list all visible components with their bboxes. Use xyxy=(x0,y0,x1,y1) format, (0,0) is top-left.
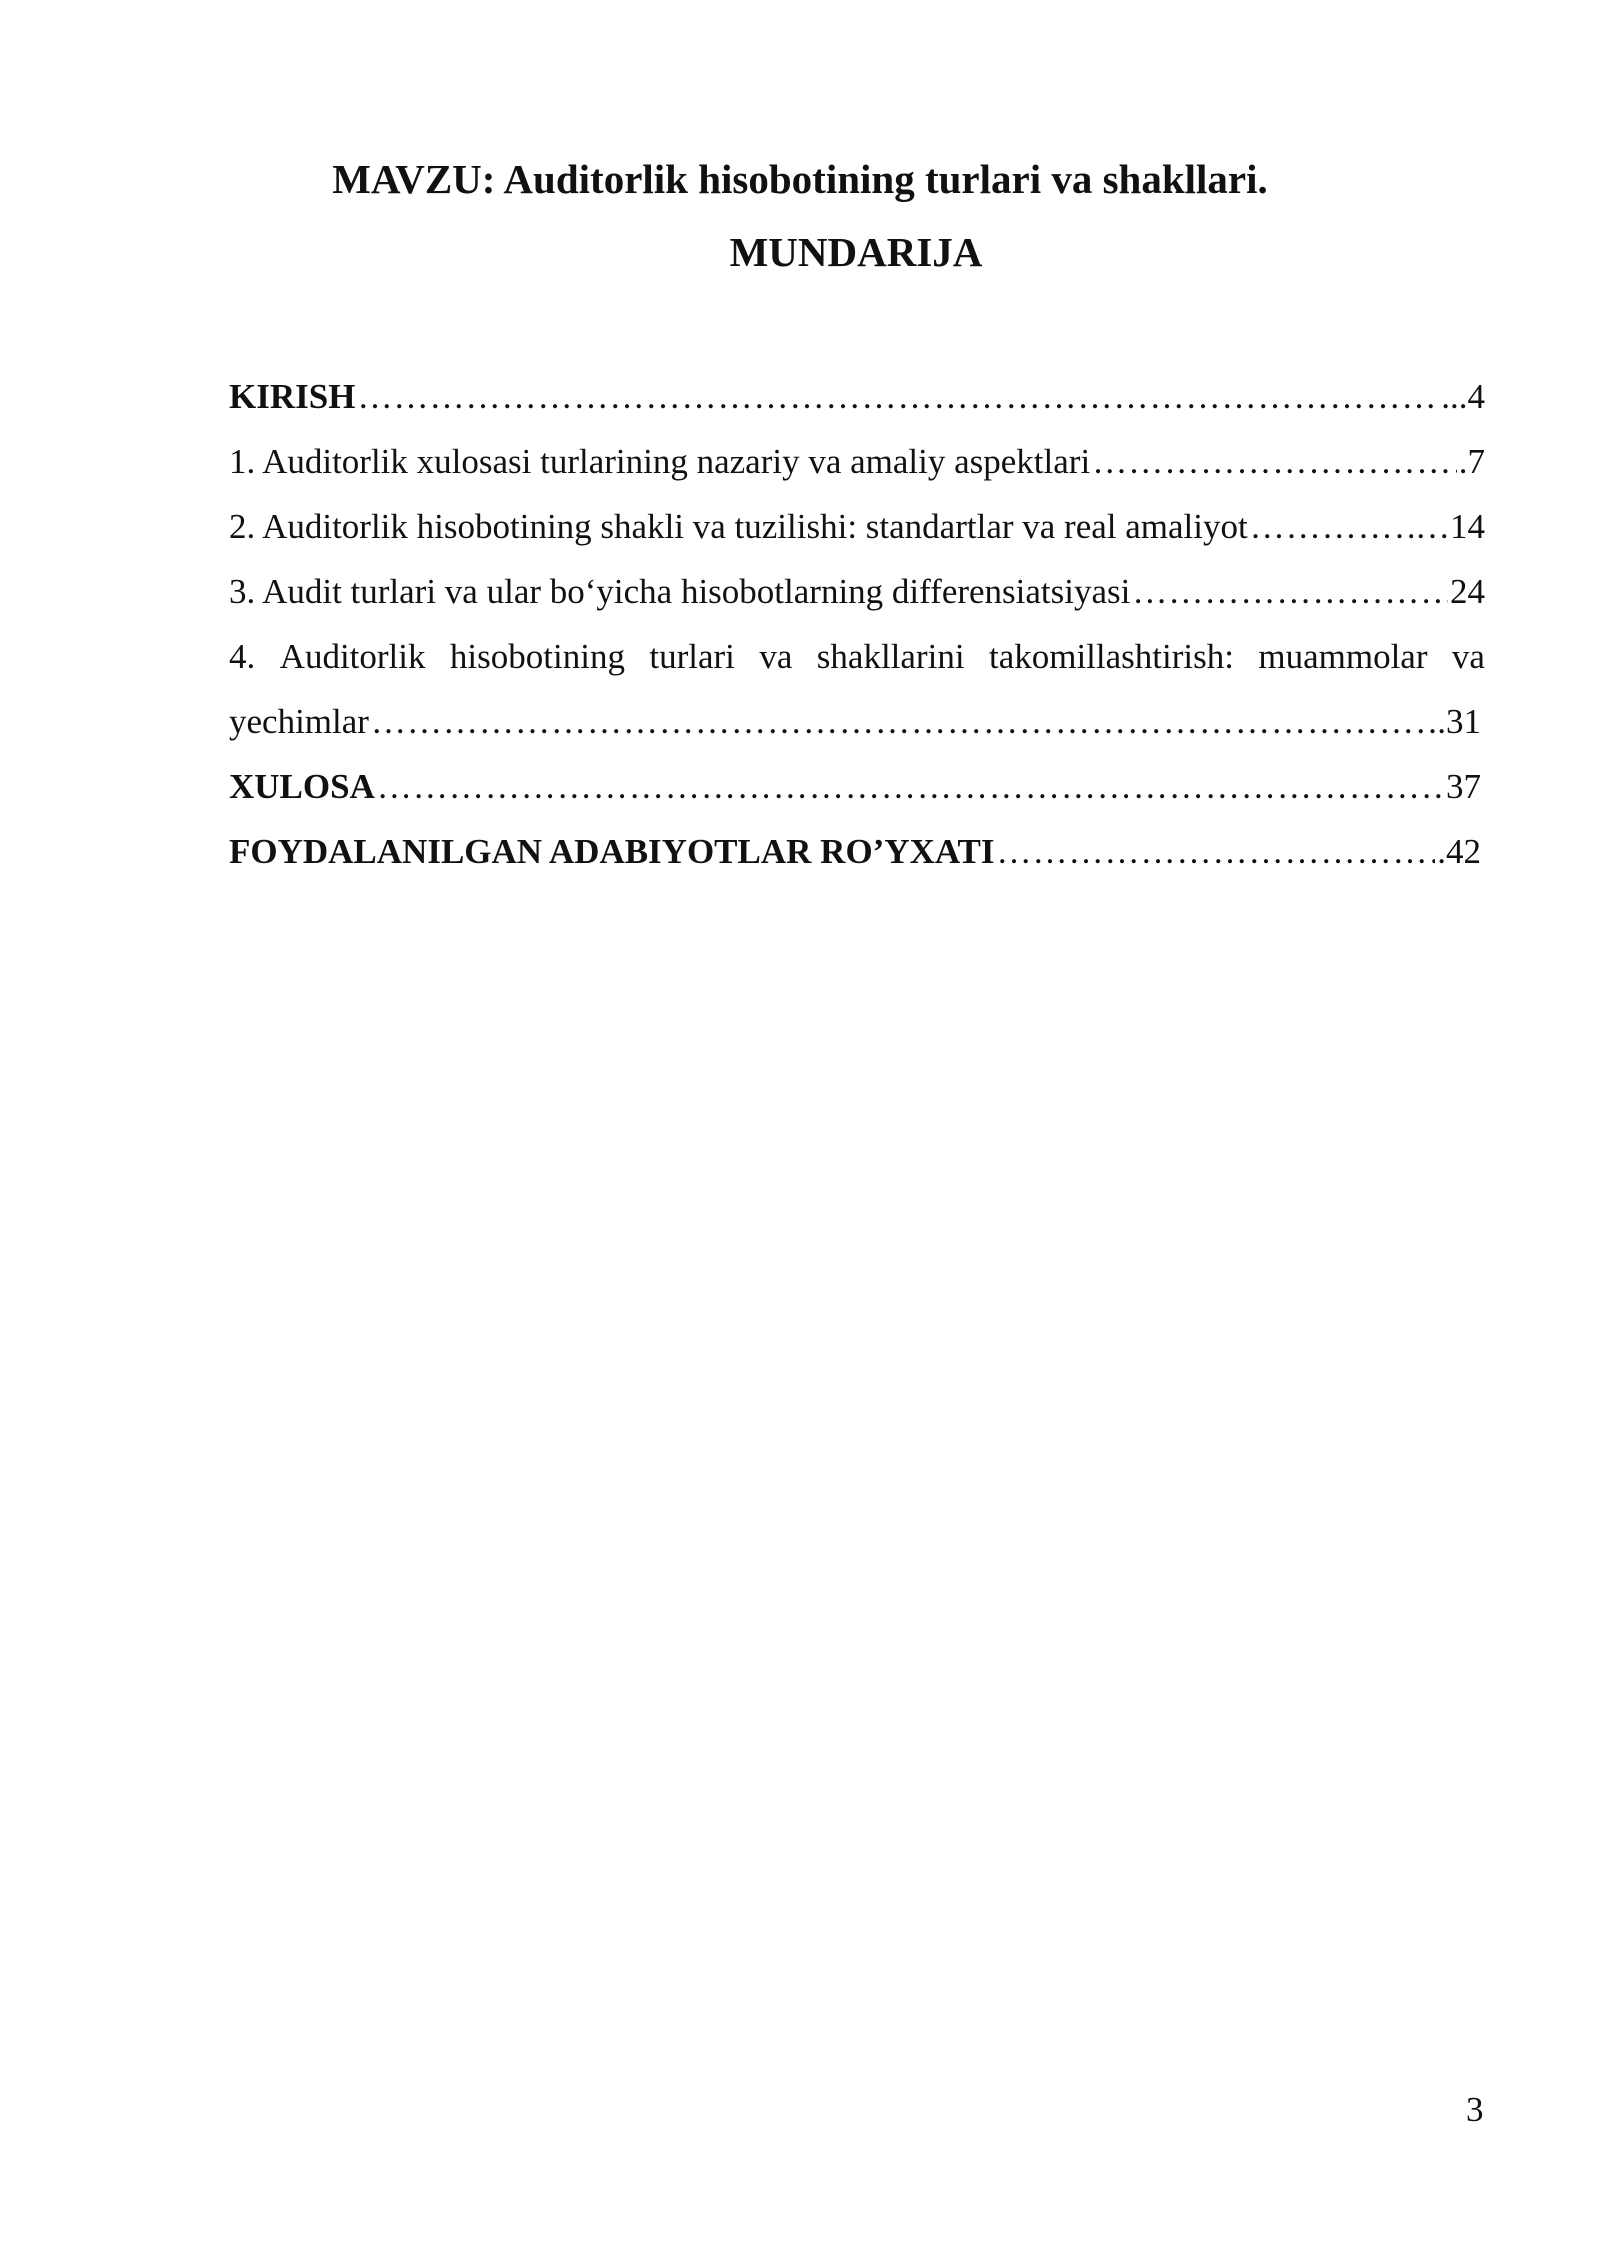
toc-entry-title: yechimlar xyxy=(229,702,369,741)
dot-leader xyxy=(997,819,1436,884)
toc-entry-title: 2. Auditorlik hisobotining shakli va tuzilishi: standartlar va real amaliyot xyxy=(229,507,1248,546)
toc-entry-title: 3. Audit turlari va ular bo‘yicha hisobotlarning differensiatsiyasi xyxy=(229,572,1131,611)
toc-word: turlari xyxy=(649,637,735,676)
toc-entry-page: …14 xyxy=(1415,507,1485,546)
dot-leader xyxy=(377,754,1444,819)
toc-entry-kirish[interactable] xyxy=(229,364,1485,429)
toc-word: va xyxy=(1451,637,1485,676)
toc-entry-page: 37 xyxy=(1446,767,1481,806)
toc-entry-page: .31 xyxy=(1437,702,1481,741)
toc-word: va xyxy=(759,637,793,676)
toc-entry-page: .7 xyxy=(1458,442,1485,481)
toc-word: muammolar xyxy=(1258,637,1428,676)
toc-entry-title-line2 xyxy=(229,689,1485,754)
toc-entry-page: ...4 xyxy=(1441,377,1485,416)
dot-leader xyxy=(357,364,1439,429)
toc-entry-page: .42 xyxy=(1437,832,1481,871)
toc-entry-title-line1 xyxy=(229,624,1485,689)
toc-entry-title: 1. Auditorlik xulosasi turlarining nazariy va amaliy aspektlari xyxy=(229,442,1091,481)
toc-entry-title: XULOSA xyxy=(229,767,375,806)
toc-entry-3[interactable] xyxy=(229,559,1485,624)
toc-entry-page: 24 xyxy=(1450,572,1485,611)
document-topic: MAVZU: Auditorlik hisobotining turlari va shakllari. xyxy=(332,156,1268,202)
toc-heading: MUNDARIJA xyxy=(729,229,983,275)
toc-entry-bibliography[interactable] xyxy=(229,819,1485,884)
toc-entry-title: KIRISH xyxy=(229,377,356,416)
toc-entry-4[interactable] xyxy=(229,624,1485,754)
toc-entry-2[interactable] xyxy=(229,494,1485,559)
dot-leader xyxy=(1092,429,1457,494)
dot-leader xyxy=(1250,494,1413,559)
toc-entry-title: FOYDALANILGAN ADABIYOTLAR RO’YXATI xyxy=(229,832,995,871)
toc-word: Auditorlik xyxy=(279,637,426,676)
dot-leader xyxy=(1132,559,1448,624)
dot-leader xyxy=(371,689,1435,754)
toc-word: hisobotining xyxy=(449,637,625,676)
table-of-contents xyxy=(229,364,1485,884)
toc-word: 4. xyxy=(229,637,256,676)
page-number: 3 xyxy=(1466,2090,1484,2129)
toc-entry-1[interactable] xyxy=(229,429,1485,494)
toc-word: takomillashtirish: xyxy=(988,637,1234,676)
toc-word: shakllarini xyxy=(816,637,965,676)
toc-entry-xulosa[interactable] xyxy=(229,754,1485,819)
